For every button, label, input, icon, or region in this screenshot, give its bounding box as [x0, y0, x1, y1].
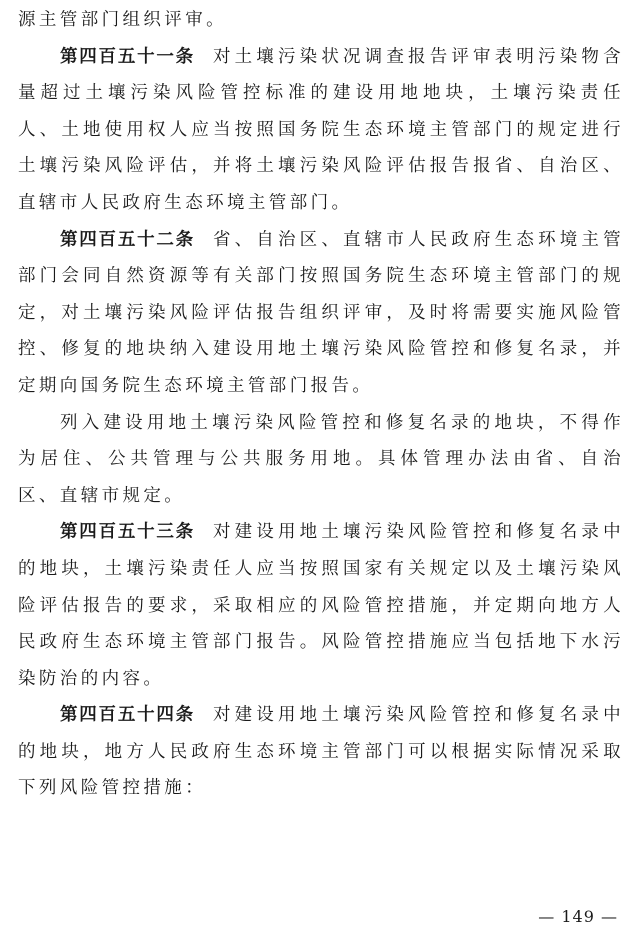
article-title: 第四百五十一条 — [60, 46, 195, 67]
article-title: 第四百五十二条 — [60, 229, 195, 250]
page-number: — 149 — — [538, 907, 618, 926]
article-text: 对土壤污染状况调查报告评审表明污染物含量超过土壤污染风险管控标准的建设用地地块，土壤污染责任人、土地使用权人应当按照国务院生态环境主管部门的规定进行土壤污染风险评估，并将土壤污染风险评估报告报省、自治区、直辖市人民政府生态环境主管部门。 — [18, 46, 624, 213]
paragraph-continuation — [18, 2, 624, 39]
paragraph-text: 列入建设用地土壤污染风险管控和修复名录的地块，不得作为居住、公共管理与公共服务用地。具体管理办法由省、自治区、直辖市规定。 — [18, 412, 624, 506]
article-title: 第四百五十三条 — [60, 522, 195, 543]
article-text: 省、自治区、直辖市人民政府生态环境主管部门会同自然资源等有关部门按照国务院生态环境主管部门的规定，对土壤污染风险评估报告组织评审，及时将需要实施风险管控、修复的地块纳入建设用地土壤污染风险管控和修复名录，并定期向国务院生态环境主管部门报告。 — [18, 229, 624, 396]
article-452 — [18, 222, 624, 405]
article-454 — [18, 697, 624, 807]
article-452-paragraph-2 — [18, 405, 624, 515]
article-text: 对建设用地土壤污染风险管控和修复名录中的地块，土壤污染责任人应当按照国家有关规定以及土壤污染风险评估报告的要求，采取相应的风险管控措施，并定期向地方人民政府生态环境主管部门报告。风险管控措施应当包括地下水污染防治的内容。 — [18, 522, 624, 689]
article-text: 对建设用地土壤污染风险管控和修复名录中的地块，地方人民政府生态环境主管部门可以根据实际情况采取下列风险管控措施： — [18, 705, 624, 799]
article-451 — [18, 39, 624, 222]
body-text — [18, 2, 624, 807]
paragraph-text: 源主管部门组织评审。 — [18, 10, 227, 30]
article-453 — [18, 514, 624, 697]
article-title: 第四百五十四条 — [60, 705, 195, 726]
